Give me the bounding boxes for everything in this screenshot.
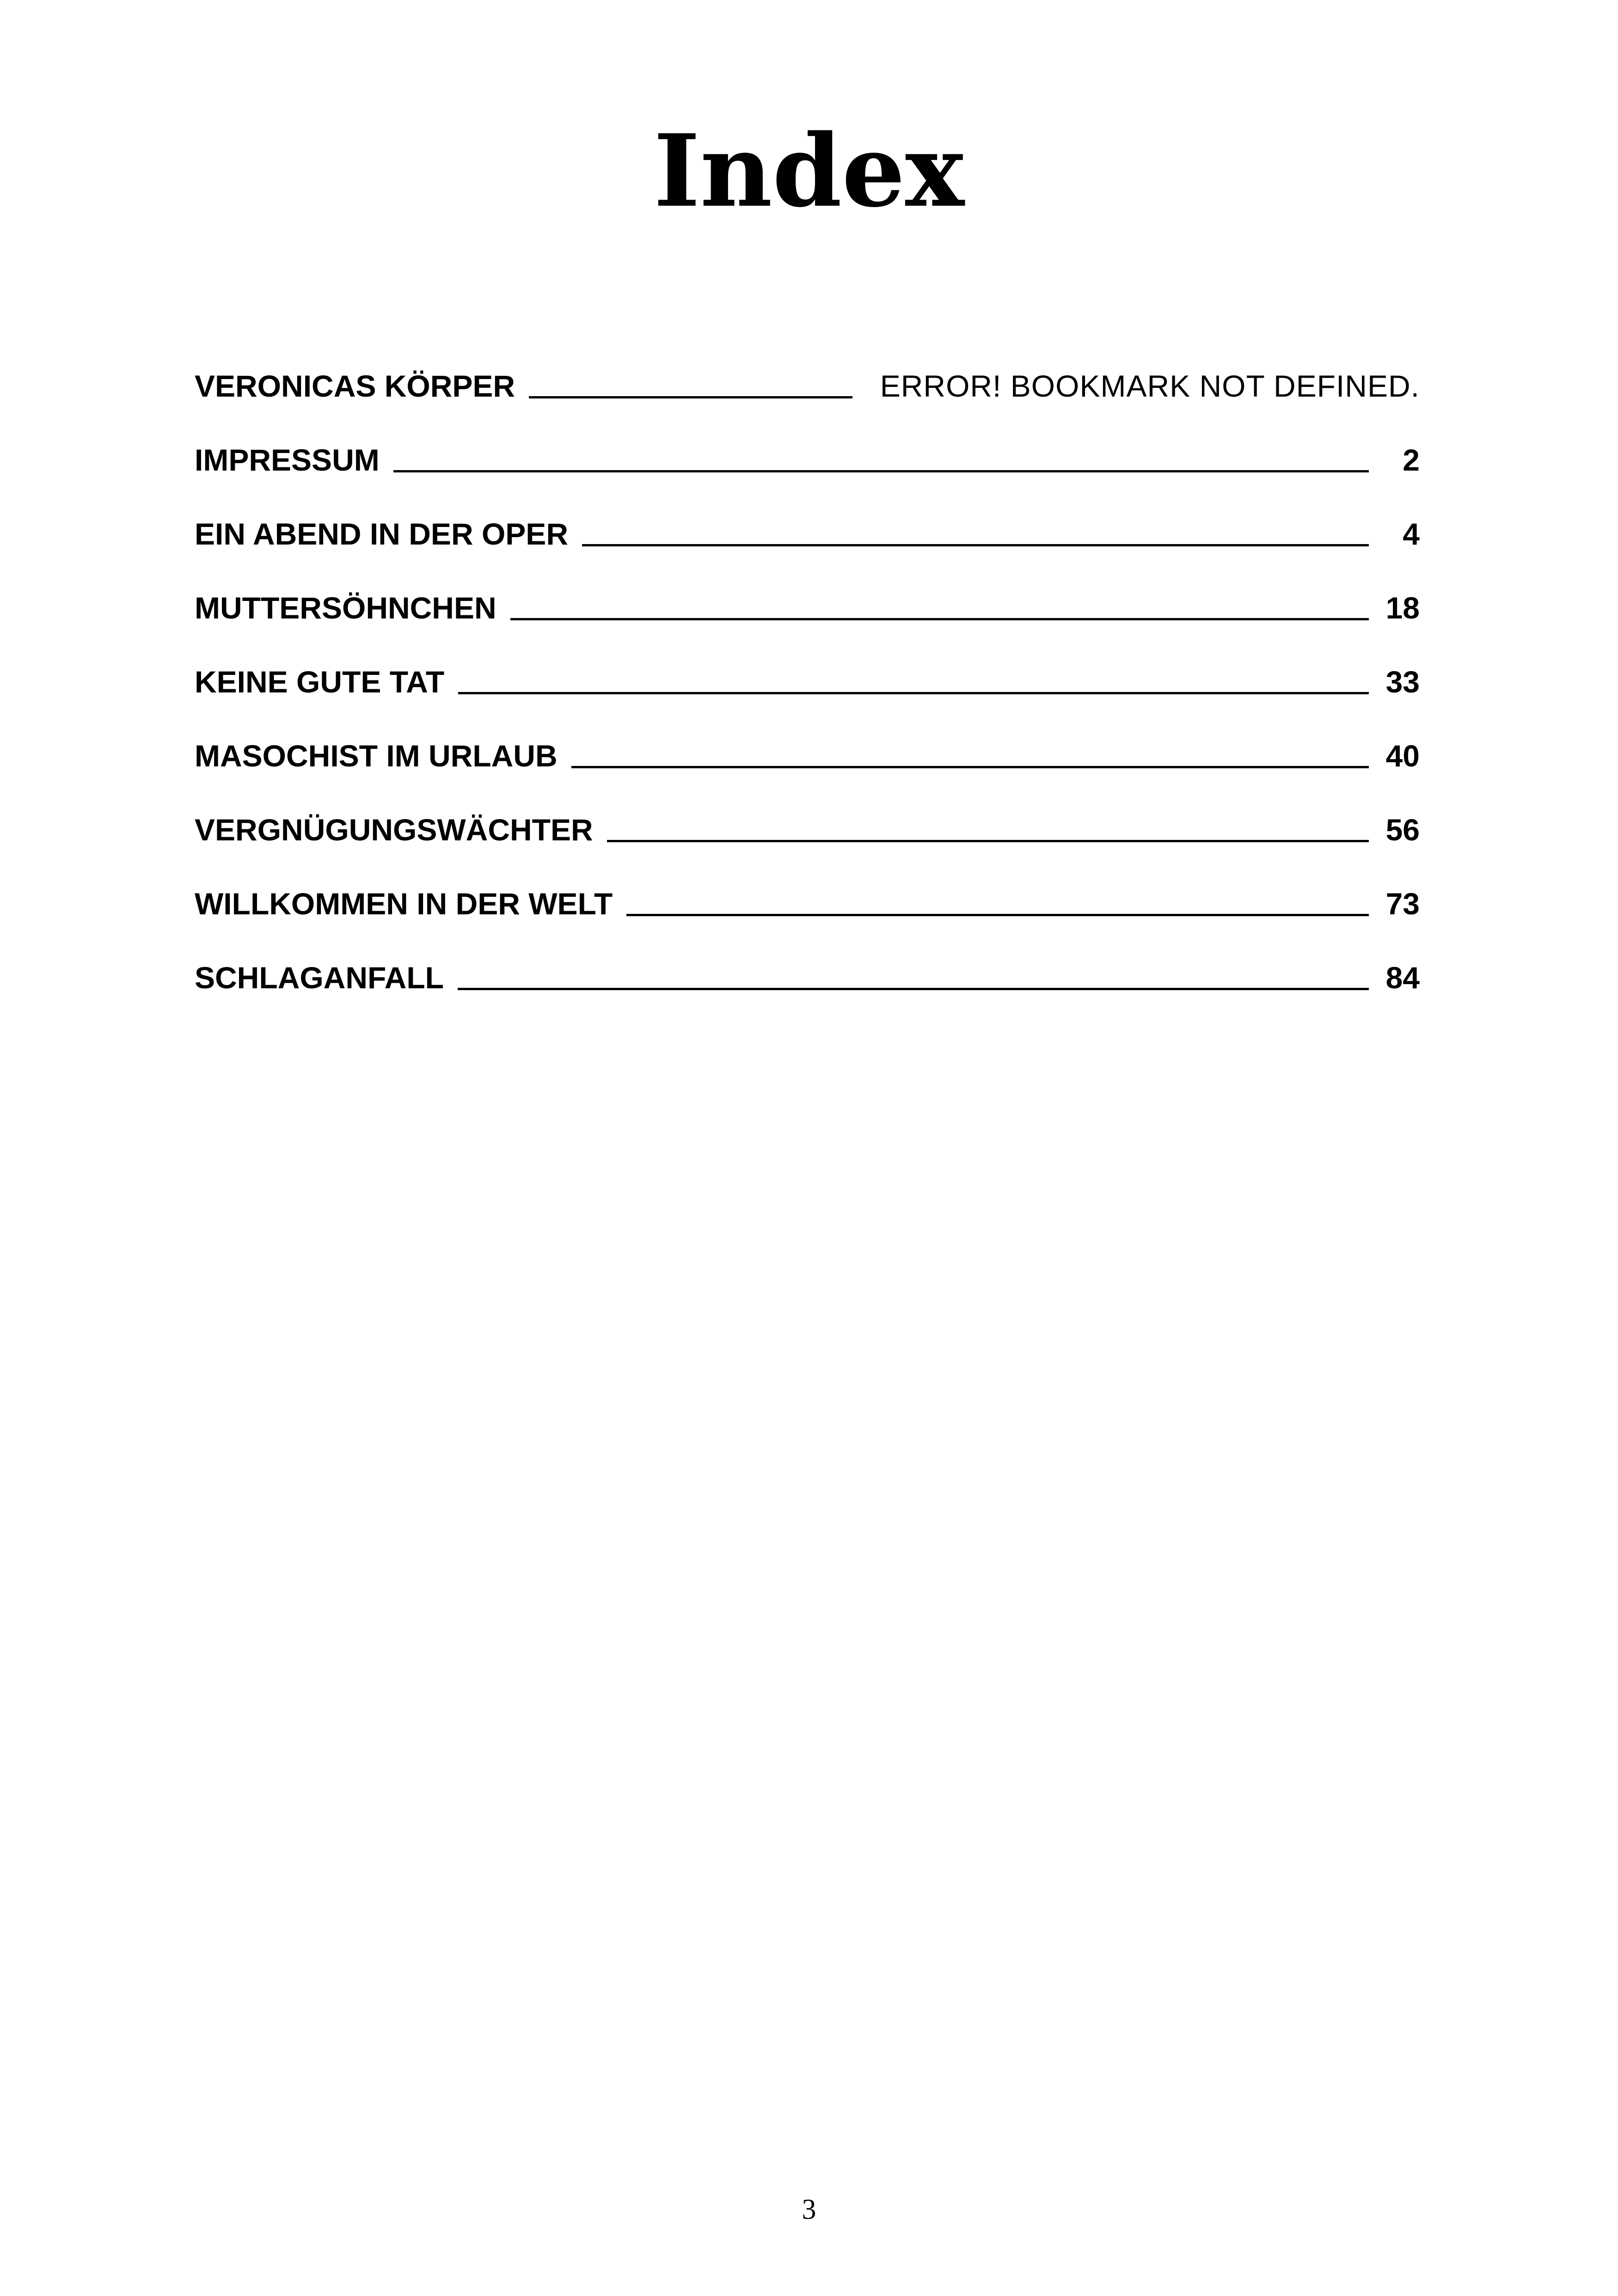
toc-entry-ein-abend-in-der-oper[interactable] (195, 508, 1420, 582)
toc-entry-page: ERROR! BOOKMARK NOT DEFINED. (880, 369, 1420, 403)
toc-leader-line (571, 766, 1369, 768)
toc-entry-masochist-im-urlaub[interactable] (195, 730, 1420, 804)
toc-entry-muttersoehnchen[interactable] (195, 582, 1420, 656)
toc-entry-vergnuegungswaechter[interactable] (195, 804, 1420, 878)
toc-entry-title: MASOCHIST IM URLAUB (195, 739, 558, 773)
toc-entry-title: MUTTERSÖHNCHEN (195, 591, 496, 625)
toc-entry-title: VERGNÜGUNGSWÄCHTER (195, 813, 593, 847)
toc-entry-impressum[interactable] (195, 435, 1420, 508)
toc-entry-page: 33 (1385, 665, 1420, 699)
toc-entry-page: 18 (1385, 591, 1420, 625)
toc-entry-page: 73 (1385, 887, 1420, 921)
toc-leader-line (510, 618, 1369, 620)
toc-entry-title: KEINE GUTE TAT (195, 665, 445, 699)
toc-leader-line (458, 988, 1369, 990)
toc-entry-veronicas-koerper[interactable] (195, 361, 1420, 435)
toc-entry-page: 40 (1385, 739, 1420, 773)
toc-leader-line (529, 396, 852, 398)
toc-leader-line (393, 470, 1369, 472)
toc-entry-title: WILLKOMMEN IN DER WELT (195, 887, 613, 921)
toc-entry-page: 56 (1385, 813, 1420, 847)
page-number: 3 (802, 2194, 816, 2225)
toc-entry-title: EIN ABEND IN DER OPER (195, 517, 568, 551)
toc-entry-title: SCHLAGANFALL (195, 961, 444, 995)
toc-entry-page: 2 (1403, 443, 1420, 477)
toc-leader-line (607, 840, 1369, 842)
toc-entry-title: IMPRESSUM (195, 443, 380, 477)
toc-entry-page: 4 (1403, 517, 1420, 551)
toc-entry-schlaganfall[interactable] (195, 952, 1420, 1026)
toc-leader-line (582, 544, 1369, 546)
toc-entry-willkommen-in-der-welt[interactable] (195, 878, 1420, 952)
toc-leader-line (458, 692, 1369, 694)
toc-entry-title: VERONICAS KÖRPER (195, 369, 515, 403)
page-title: Index (653, 112, 965, 229)
toc-entry-keine-gute-tat[interactable] (195, 656, 1420, 730)
toc-leader-line (626, 914, 1369, 916)
table-of-contents (195, 361, 1420, 1026)
toc-entry-page: 84 (1385, 961, 1420, 995)
